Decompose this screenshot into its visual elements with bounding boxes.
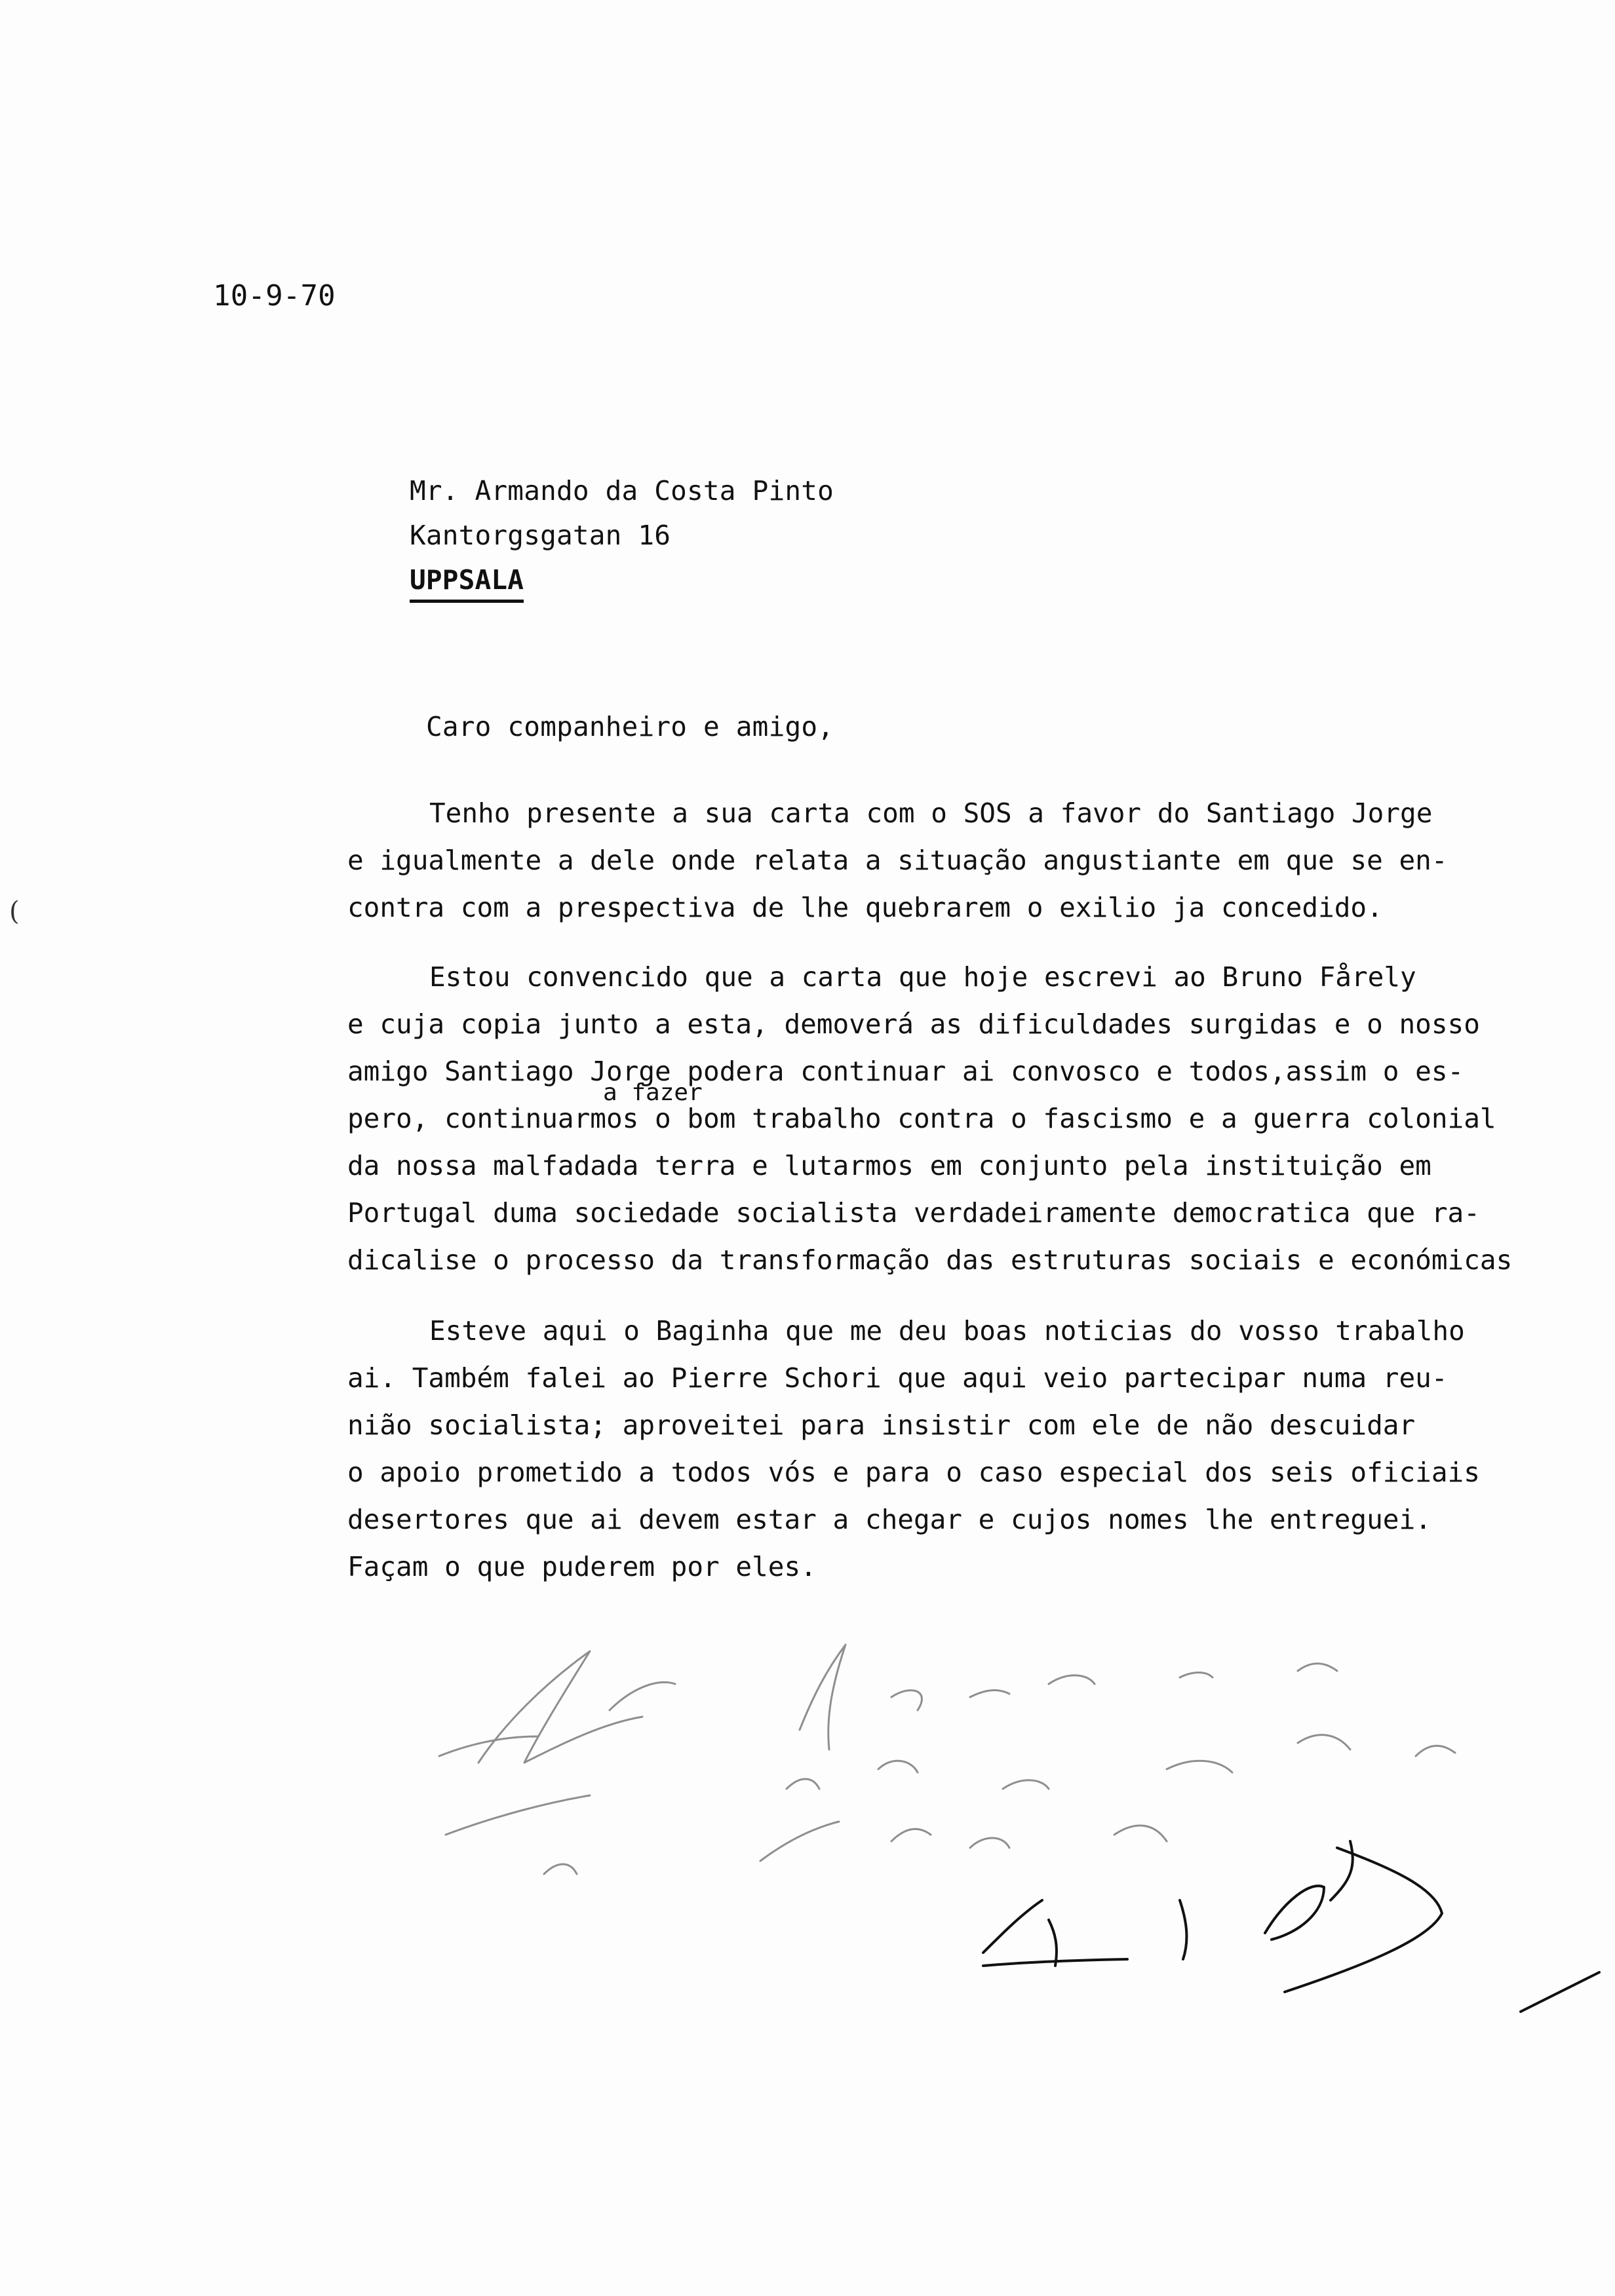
paragraph-2-line: da nossa malfadada terra e lutarmos em conjunto pela instituição em: [347, 1150, 1431, 1181]
paragraph-1-line: Tenho presente a sua carta com o SOS a favor do Santiago Jorge: [429, 797, 1433, 829]
recipient-name: Mr. Armando da Costa Pinto: [410, 475, 834, 507]
salutation: Caro companheiro e amigo,: [426, 711, 834, 742]
paragraph-2: [347, 953, 1512, 1284]
paragraph-3-line: desertores que ai devem estar a chegar e cujos nomes lhe entreguei.: [347, 1504, 1431, 1535]
paragraph-3-line: Esteve aqui o Baginha que me deu boas noticias do vosso trabalho: [429, 1315, 1465, 1347]
recipient-city: UPPSALA: [410, 560, 524, 603]
paragraph-2-line: pero, continuarmos o bom trabalho contra o fascismo e a guerra colonial: [347, 1103, 1496, 1134]
paragraph-3-line: o apoio prometido a todos vós e para o caso especial dos seis oficiais: [347, 1457, 1480, 1488]
margin-mark: (: [9, 896, 20, 927]
letter-date: 10-9-70: [213, 279, 336, 313]
paragraph-3: [347, 1307, 1480, 1590]
paragraph-3-line: nião socialista; aproveitei para insistir com ele de não descuidar: [347, 1409, 1416, 1441]
paragraph-1-line: contra com a prespectiva de lhe quebrarem o exilio ja concedido.: [347, 892, 1383, 923]
paragraph-2-line: Portugal duma sociedade socialista verdadeiramente democratica que ra-: [347, 1197, 1480, 1229]
recipient-street: Kantorgsgatan 16: [410, 520, 671, 551]
interlinear-insert: a fazer: [603, 1079, 703, 1106]
recipient-address: [410, 469, 834, 602]
handwritten-signature: [393, 1625, 1612, 2084]
paragraph-2-line: amigo Santiago Jorge podera continuar ai convosco e todos,assim o es-: [347, 1056, 1464, 1087]
paragraph-3-line: ai. Também falei ao Pierre Schori que aqui veio partecipar numa reu-: [347, 1362, 1448, 1394]
paragraph-3-line: Façam o que puderem por eles.: [347, 1551, 817, 1582]
paragraph-1-line: e igualmente a dele onde relata a situação angustiante em que se en-: [347, 845, 1448, 876]
paragraph-1: [347, 790, 1448, 931]
paragraph-2-line: dicalise o processo da transformação das estruturas sociais e económicas: [347, 1244, 1513, 1276]
paragraph-2-line: Estou convencido que a carta que hoje escrevi ao Bruno Fårely: [429, 961, 1416, 993]
paragraph-2-line: e cuja copia junto a esta, demoverá as dificuldades surgidas e o nosso: [347, 1008, 1480, 1040]
